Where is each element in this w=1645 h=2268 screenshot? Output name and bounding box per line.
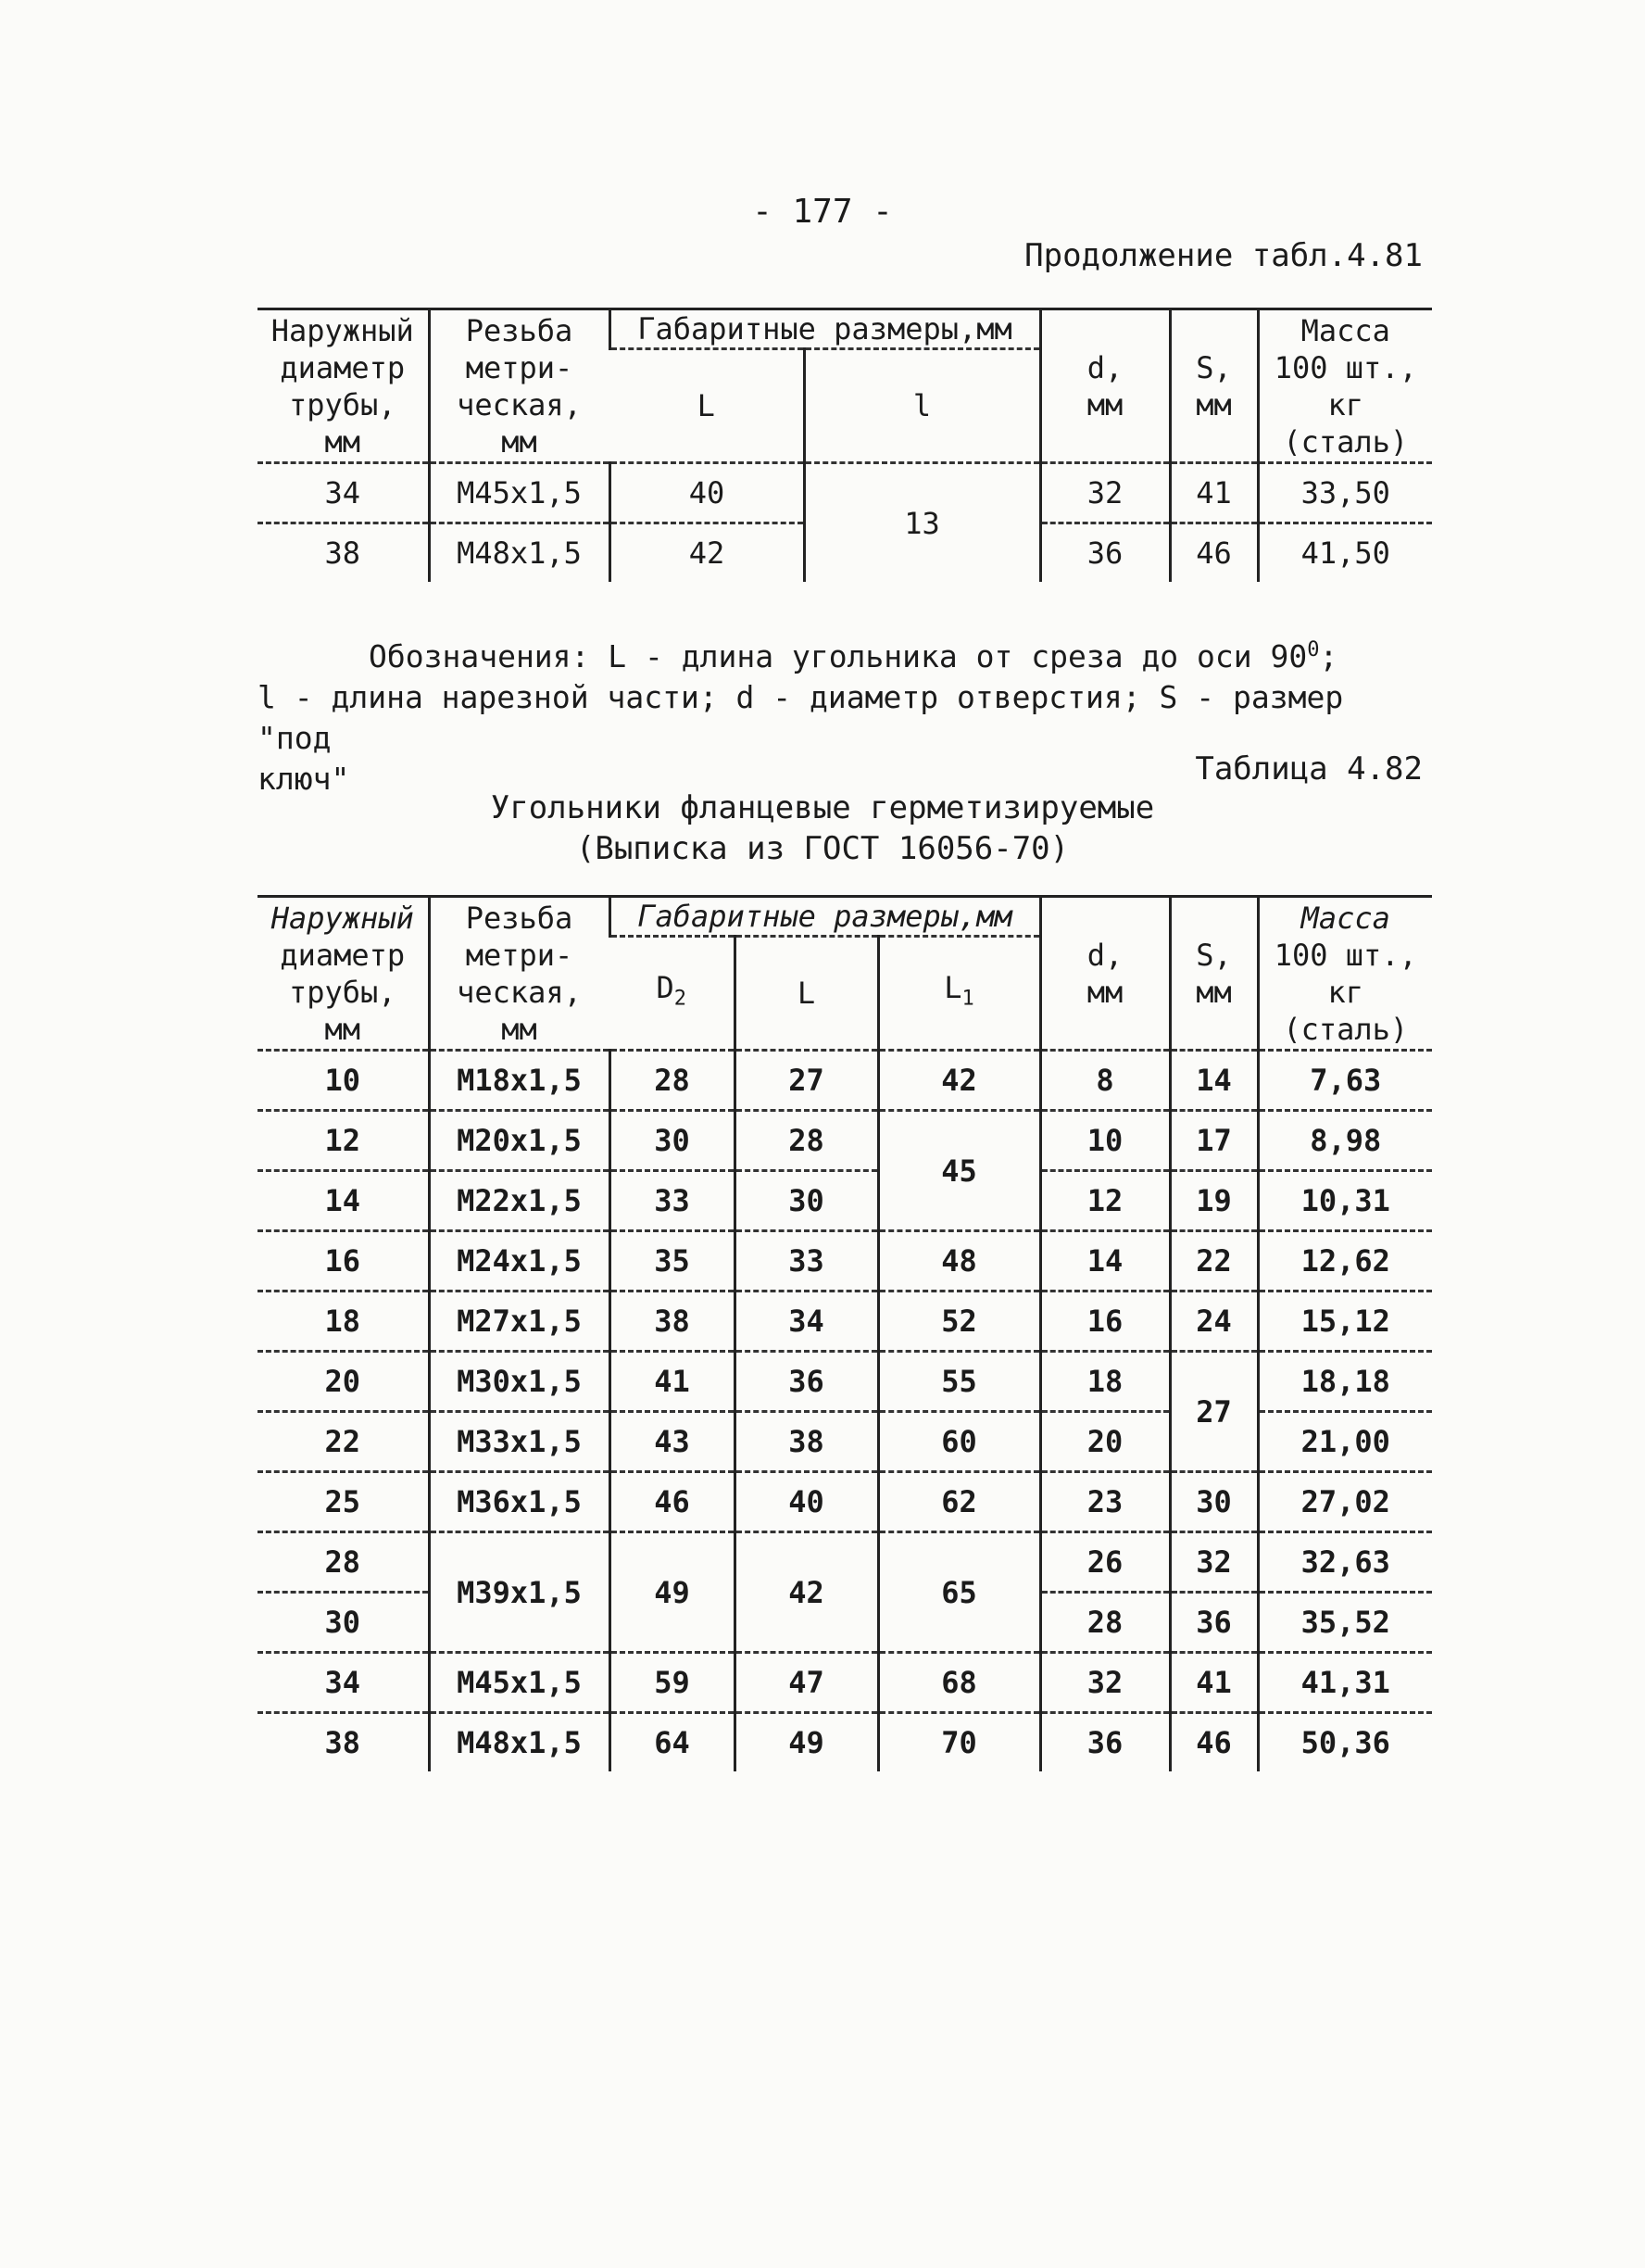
header-outer-diameter: Наружный диаметр трубы, мм	[257, 897, 429, 1051]
header-l-length: L	[609, 349, 804, 463]
merged-l-cell: 42	[735, 1532, 878, 1653]
merged-l-cell: 13	[804, 463, 1040, 583]
table-row: 14 М22х1,5 33 30 12 19 10,31	[257, 1171, 1432, 1231]
table-row: 38 М48х1,5 42 36 46 41,50	[257, 523, 1432, 583]
table-row: 38 М48х1,5 64 49 70 36 46 50,36	[257, 1713, 1432, 1772]
header-dimensions: Габаритные размеры,мм	[609, 897, 1040, 937]
table-row: 34 М45х1,5 40 13 32 41 33,50	[257, 463, 1432, 523]
notes: Обозначения: L - длина угольника от среза до оси $90^0$; l - длина нарезной части; d - диаметр отверстия; S - размер "под ключ"	[257, 638, 1344, 797]
table-row: 18 М27х1,5 38 34 52 16 24 15,12	[257, 1292, 1432, 1352]
header-l1: $L_1$	[878, 937, 1040, 1051]
table-row: 30 28 36 35,52	[257, 1593, 1432, 1653]
table-row: 12 М20х1,5 30 28 45 10 17 8,98	[257, 1111, 1432, 1171]
table-title: Угольники фланцевые герметизируемые (Выписка из ГОСТ 16056-70)	[490, 789, 1155, 867]
table-number: Таблица 4.82	[1195, 750, 1423, 788]
table-row: 34 М45х1,5 59 47 68 32 41 41,31	[257, 1653, 1432, 1713]
merged-s-cell: 27	[1170, 1352, 1258, 1472]
table-row: 25 М36х1,5 46 40 62 23 30 27,02	[257, 1472, 1432, 1532]
header-d2: $D_2$	[609, 937, 735, 1051]
header-mass: Масса 100 шт., кг (сталь)	[1258, 309, 1432, 463]
table-row: 10 М18х1,5 28 27 42 8 14 7,63	[257, 1051, 1432, 1111]
merged-l1-cell: 65	[878, 1532, 1040, 1653]
header-d: d, мм	[1040, 897, 1170, 1051]
table-4-81	[257, 308, 1432, 582]
merged-d2-cell: 49	[609, 1532, 735, 1653]
table-row: 20 М30х1,5 41 36 55 18 27 18,18	[257, 1352, 1432, 1412]
header-d: d, мм	[1040, 309, 1170, 463]
header-s: S, мм	[1170, 897, 1258, 1051]
header-mass: Масса 100 шт., кг (сталь)	[1258, 897, 1432, 1051]
merged-l1-cell: 45	[878, 1111, 1040, 1231]
page-number: - 177 -	[752, 193, 893, 231]
table-row: 16 М24х1,5 35 33 48 14 22 12,62	[257, 1231, 1432, 1292]
header-thread: Резьба метри- ческая, мм	[429, 897, 609, 1051]
header-l-thread: l	[804, 349, 1040, 463]
header-outer-diameter: Наружный диаметр трубы, мм	[257, 309, 429, 463]
table-row: 28 М39х1,5 49 42 65 26 32 32,63	[257, 1532, 1432, 1593]
header-l: L	[735, 937, 878, 1051]
table-4-82	[257, 895, 1432, 1771]
header-dimensions: Габаритные размеры,мм	[609, 309, 1040, 349]
header-s: S, мм	[1170, 309, 1258, 463]
table-continuation-label: Продолжение табл.4.81	[1024, 237, 1423, 274]
header-thread: Резьба метри- ческая, мм	[429, 309, 609, 463]
table-row: 22 М33х1,5 43 38 60 20 21,00	[257, 1412, 1432, 1472]
merged-thread-cell: М39х1,5	[429, 1532, 609, 1653]
